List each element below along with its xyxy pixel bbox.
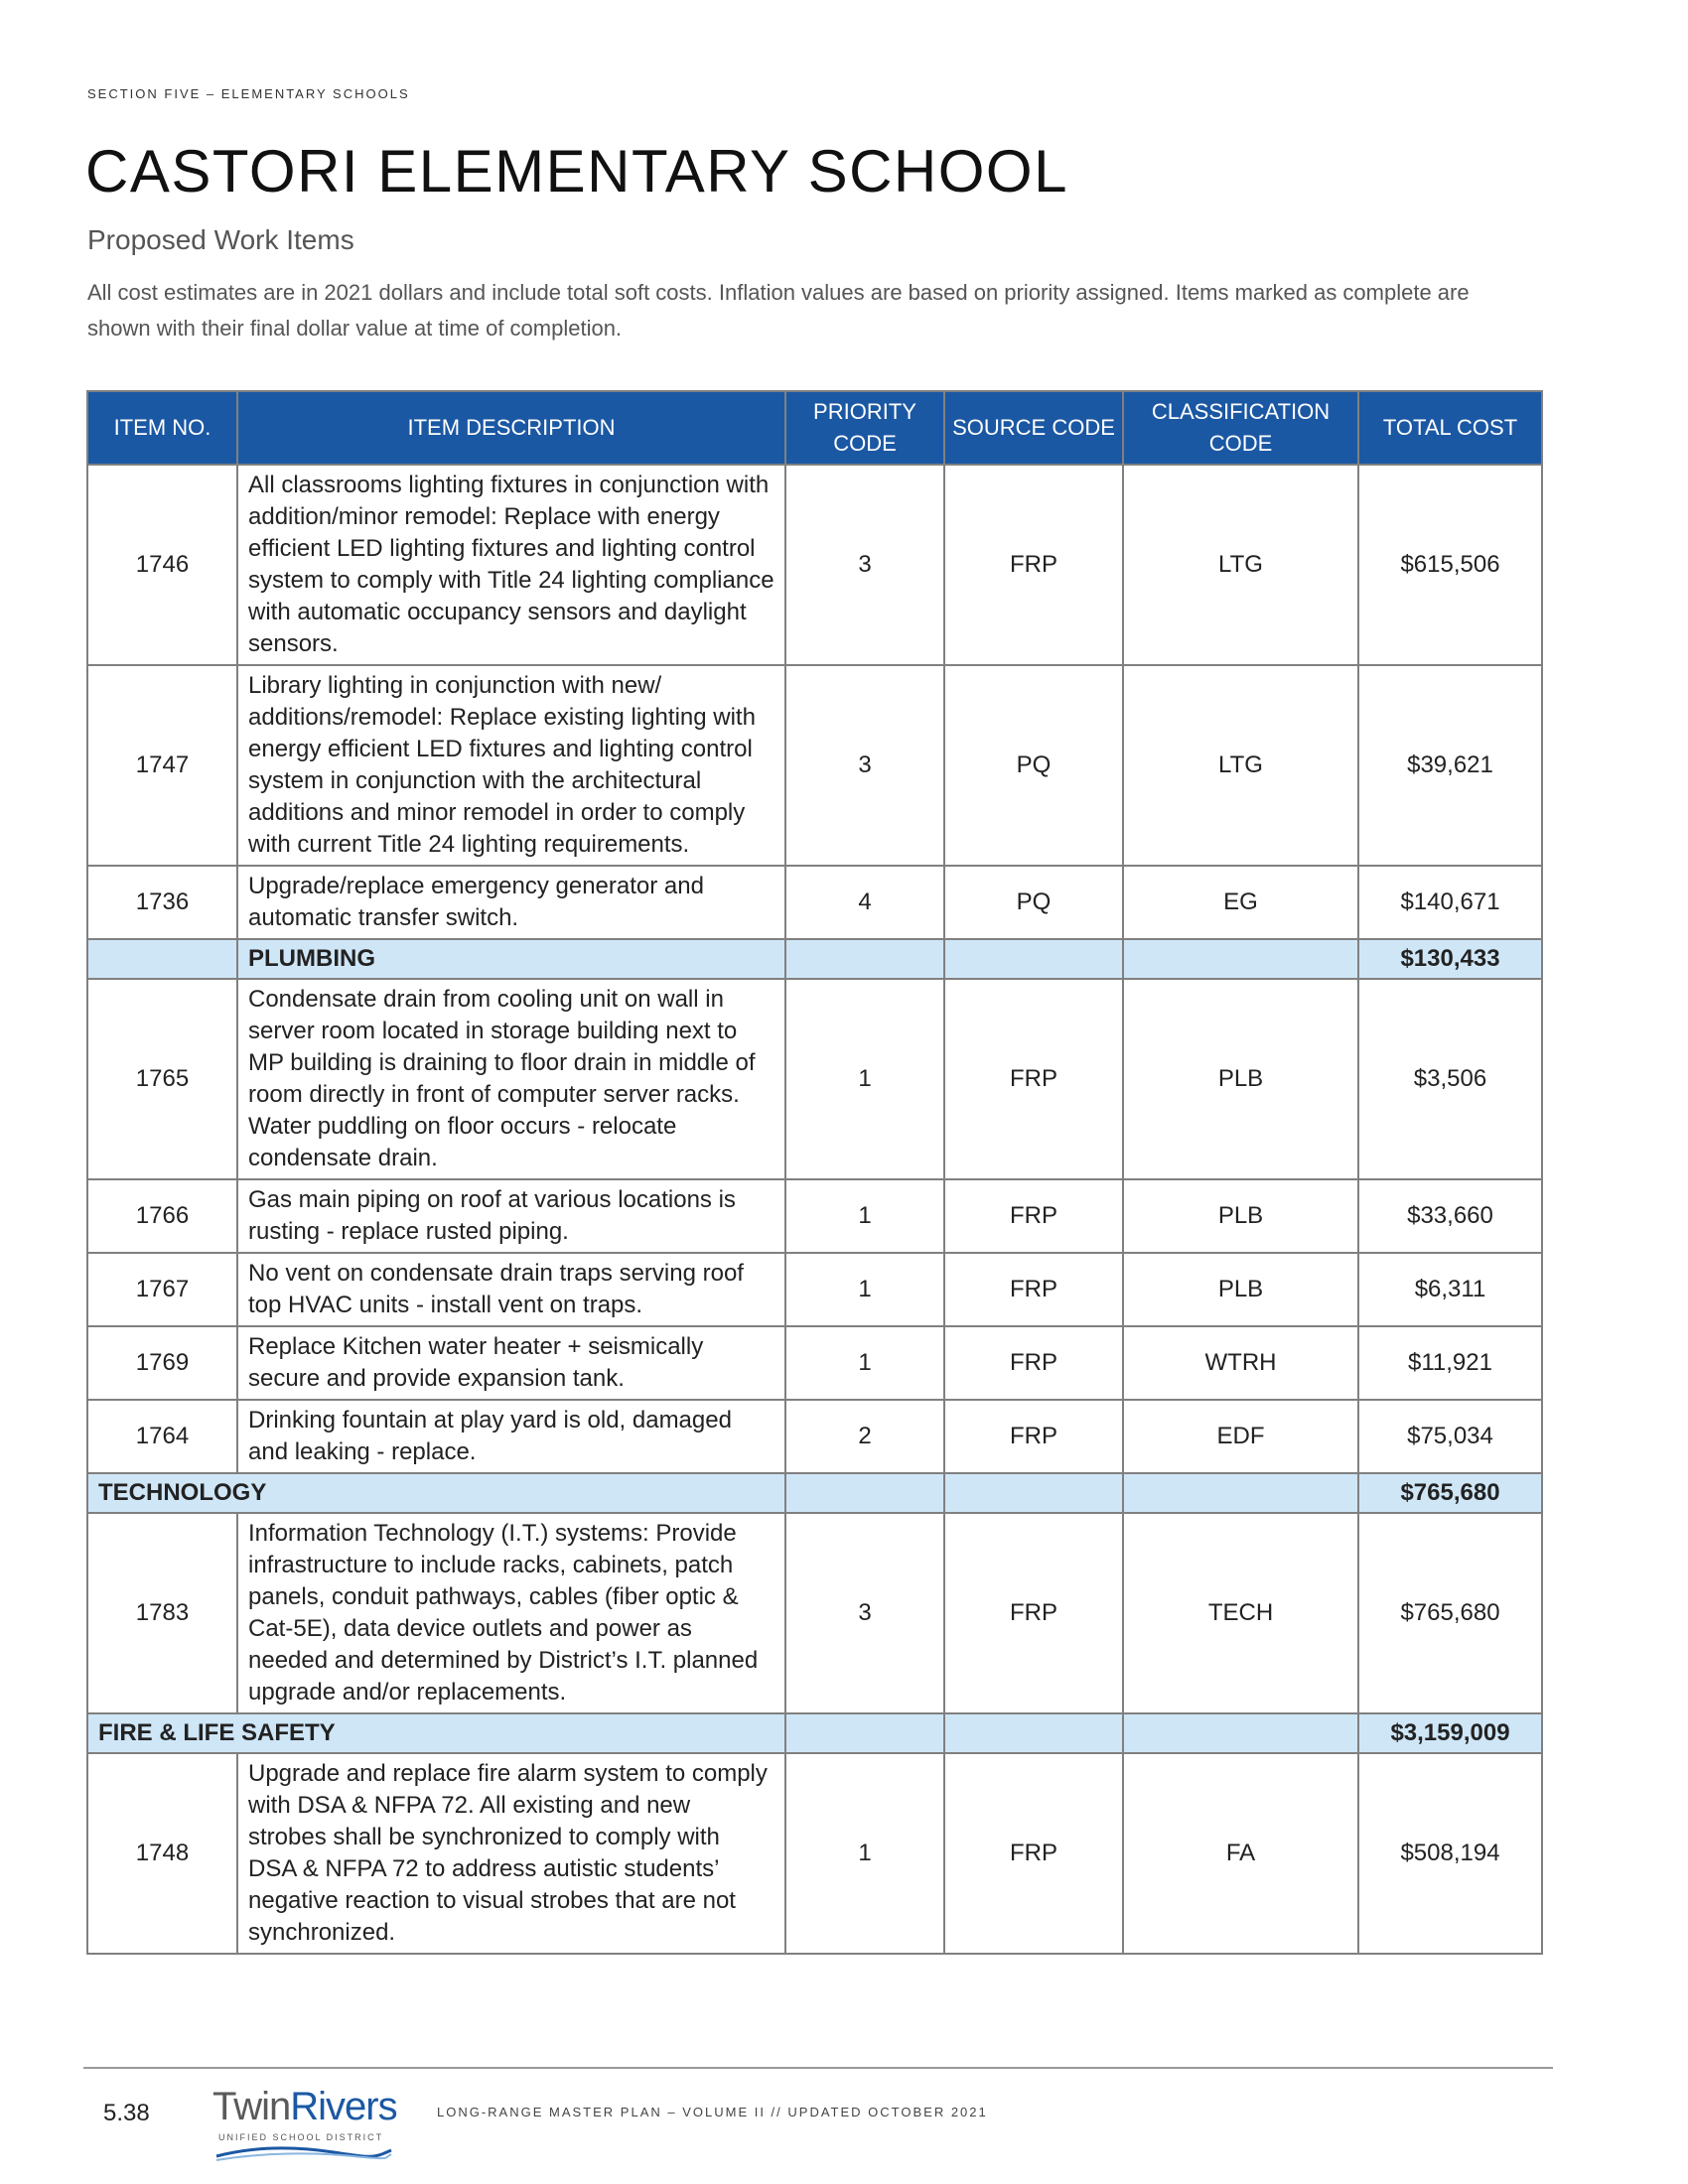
logo-tagline: UNIFIED SCHOOL DISTRICT <box>218 2132 384 2142</box>
priority-code: 1 <box>785 1326 944 1400</box>
classification-code: TECH <box>1123 1513 1358 1713</box>
table-row <box>87 1253 1542 1326</box>
item-number: 1748 <box>87 1753 237 1954</box>
item-description: Condensate drain from cooling unit on wall in server room located in storage building next to MP building is draining to floor drain in middle of room directly in front of computer server racks. Water puddling on floor occurs - relocate condensate drain. <box>237 979 785 1179</box>
priority-code: 1 <box>785 1253 944 1326</box>
priority-code: 3 <box>785 665 944 866</box>
item-description: Gas main piping on roof at various locations is rusting - replace rusted piping. <box>237 1179 785 1253</box>
classification-code: EG <box>1123 866 1358 939</box>
header-source: SOURCE CODE <box>944 391 1123 465</box>
table-header-row <box>87 391 1542 465</box>
source-code: PQ <box>944 866 1123 939</box>
table-row <box>87 866 1542 939</box>
classification-code: WTRH <box>1123 1326 1358 1400</box>
classification-code: PLB <box>1123 979 1358 1179</box>
item-description: Replace Kitchen water heater + seismically secure and provide expansion tank. <box>237 1326 785 1400</box>
item-description: Drinking fountain at play yard is old, damaged and leaking - replace. <box>237 1400 785 1473</box>
classification-code: PLB <box>1123 1179 1358 1253</box>
total-cost: $765,680 <box>1358 1513 1542 1713</box>
header-classification: CLASSIFICATION CODE <box>1123 391 1358 465</box>
work-items-table <box>86 390 1543 1955</box>
page-subtitle: Proposed Work Items <box>87 224 354 255</box>
item-number: 1746 <box>87 465 237 665</box>
item-number: 1769 <box>87 1326 237 1400</box>
classification-code: EDF <box>1123 1400 1358 1473</box>
priority-code: 2 <box>785 1400 944 1473</box>
priority-code: 1 <box>785 1179 944 1253</box>
priority-code: 1 <box>785 979 944 1179</box>
header-priority: PRIORITY CODE <box>785 391 944 465</box>
section-row-fire-life-safety <box>87 1713 1542 1753</box>
table-row <box>87 1400 1542 1473</box>
source-code: PQ <box>944 665 1123 866</box>
header-total: TOTAL COST <box>1358 391 1542 465</box>
item-number: 1764 <box>87 1400 237 1473</box>
section-row-plumbing <box>87 939 1542 979</box>
header-item-no: ITEM NO. <box>87 391 237 465</box>
item-description: Library lighting in conjunction with new/ additions/remodel: Replace existing lighting with energy efficient LED fixtures and lighting control system in conjunction with the architectural additions and minor remodel in order to comply with current Title 24 lighting requirements. <box>237 665 785 866</box>
source-code: FRP <box>944 1179 1123 1253</box>
item-description: Information Technology (I.T.) systems: Provide infrastructure to include racks, cabinets, patch panels, conduit pathways, cables (fiber optic & Cat-5E), data device outlets and power as needed and determined by District’s I.T. planned upgrade and/or replacements. <box>237 1513 785 1713</box>
section-total-technology: $765,680 <box>1358 1473 1542 1513</box>
item-number: 1783 <box>87 1513 237 1713</box>
header-description: ITEM DESCRIPTION <box>237 391 785 465</box>
classification-code: LTG <box>1123 665 1358 866</box>
item-description: Upgrade and replace fire alarm system to comply with DSA & NFPA 72. All existing and new strobes shall be synchronized to comply with DSA & NFPA 72 to address autistic students’ negative reaction to visual strobes that are not synchronized. <box>237 1753 785 1954</box>
table-row <box>87 979 1542 1179</box>
intro-paragraph: All cost estimates are in 2021 dollars and include total soft costs. Inflation values are based on priority assigned. Items marked as complete are shown with their final dollar value at time of completion. <box>87 280 1470 341</box>
table-row <box>87 1326 1542 1400</box>
table-row <box>87 1179 1542 1253</box>
table-row <box>87 1513 1542 1713</box>
source-code: FRP <box>944 979 1123 1179</box>
priority-code: 1 <box>785 1753 944 1954</box>
table-row <box>87 1753 1542 1954</box>
total-cost: $615,506 <box>1358 465 1542 665</box>
total-cost: $6,311 <box>1358 1253 1542 1326</box>
item-number: 1766 <box>87 1179 237 1253</box>
classification-code: PLB <box>1123 1253 1358 1326</box>
table-row <box>87 465 1542 665</box>
section-label-plumbing: PLUMBING <box>237 939 785 979</box>
priority-code: 3 <box>785 1513 944 1713</box>
page-number: 5.38 <box>103 2100 150 2126</box>
section-label-technology: TECHNOLOGY <box>87 1473 785 1513</box>
item-description: Upgrade/replace emergency generator and automatic transfer switch. <box>237 866 785 939</box>
section-label-fire-life-safety: FIRE & LIFE SAFETY <box>87 1713 785 1753</box>
total-cost: $11,921 <box>1358 1326 1542 1400</box>
total-cost: $3,506 <box>1358 979 1542 1179</box>
classification-code: LTG <box>1123 465 1358 665</box>
source-code: FRP <box>944 465 1123 665</box>
total-cost: $39,621 <box>1358 665 1542 866</box>
logo-wordmark: TwinRivers <box>212 2085 397 2128</box>
source-code: FRP <box>944 1753 1123 1954</box>
item-number: 1747 <box>87 665 237 866</box>
section-total-fire-life-safety: $3,159,009 <box>1358 1713 1542 1753</box>
source-code: FRP <box>944 1400 1123 1473</box>
classification-code: FA <box>1123 1753 1358 1954</box>
footer-divider <box>83 2067 1553 2069</box>
total-cost: $33,660 <box>1358 1179 1542 1253</box>
source-code: FRP <box>944 1253 1123 1326</box>
total-cost: $508,194 <box>1358 1753 1542 1954</box>
source-code: FRP <box>944 1326 1123 1400</box>
item-description: All classrooms lighting fixtures in conjunction with addition/minor remodel: Replace with energy efficient LED lighting fixtures and lighting control system to comply with Title 24 lighting compliance with automatic occupancy sensors and daylight sensors. <box>237 465 785 665</box>
priority-code: 3 <box>785 465 944 665</box>
logo-wave-icon <box>214 2144 393 2162</box>
twin-rivers-logo <box>207 2085 395 2164</box>
item-description: No vent on condensate drain traps serving roof top HVAC units - install vent on traps. <box>237 1253 785 1326</box>
total-cost: $140,671 <box>1358 866 1542 939</box>
section-total-plumbing: $130,433 <box>1358 939 1542 979</box>
table-row <box>87 665 1542 866</box>
source-code: FRP <box>944 1513 1123 1713</box>
item-number: 1767 <box>87 1253 237 1326</box>
priority-code: 4 <box>785 866 944 939</box>
item-number: 1736 <box>87 866 237 939</box>
total-cost: $75,034 <box>1358 1400 1542 1473</box>
section-label: SECTION FIVE – ELEMENTARY SCHOOLS <box>87 86 410 101</box>
footer-text: LONG-RANGE MASTER PLAN – VOLUME II // UPDATED OCTOBER 2021 <box>437 2105 988 2119</box>
section-row-technology <box>87 1473 1542 1513</box>
item-number: 1765 <box>87 979 237 1179</box>
page-title: CASTORI ELEMENTARY SCHOOL <box>85 138 1068 205</box>
